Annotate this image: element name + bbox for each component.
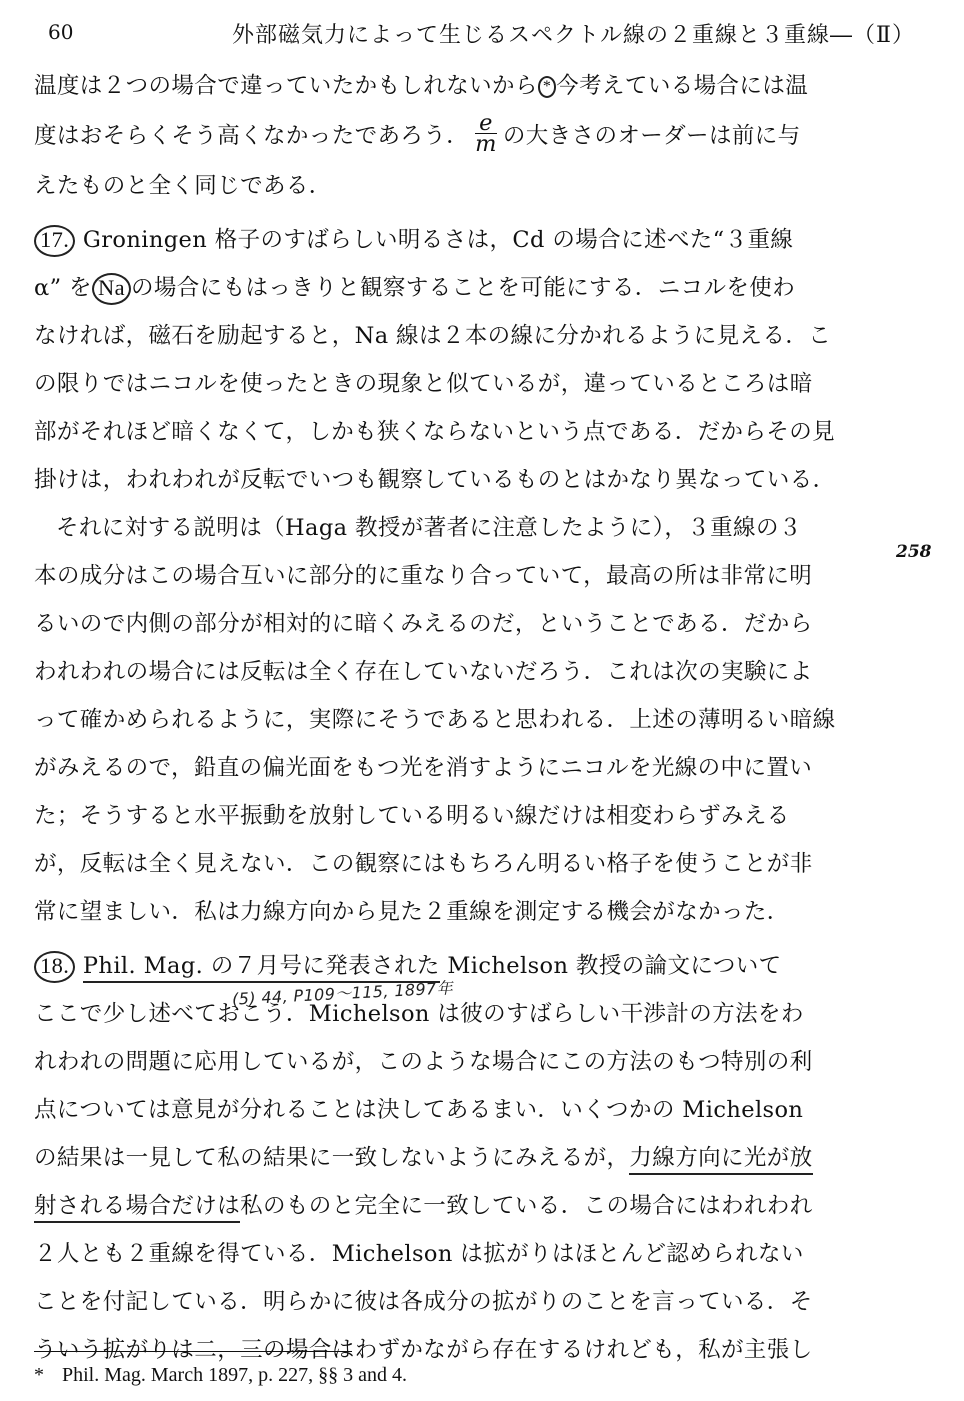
page-number: 60 — [48, 20, 74, 44]
text-line — [34, 408, 876, 456]
body-text — [34, 62, 876, 1374]
text-segment: 点については意見が分れることは決してあるまい．いくつかの Michelson — [34, 1097, 804, 1123]
text-segment: Michelson 教授の論文について — [447, 953, 782, 979]
text-line — [34, 110, 876, 162]
text-segment: 掛けは，われわれが反転でいつも観察しているものとはかなり異なっている． — [34, 467, 836, 493]
text-line — [34, 888, 876, 936]
text-line — [34, 1182, 876, 1230]
text-segment: 温度は２つの場合で違っていたかもしれないから — [34, 73, 538, 99]
text-line — [34, 456, 876, 504]
footnote-marker: * — [538, 76, 556, 98]
footnote-mark: * — [34, 1364, 44, 1386]
text-line — [34, 648, 876, 696]
text-segment: えたものと全く同じである． — [34, 173, 332, 199]
text-line — [34, 942, 876, 990]
text-segment: がみえるので，鉛直の偏光面をもつ光を消すようにニコルを光線の中に置い — [34, 755, 813, 781]
text-line — [34, 840, 876, 888]
text-segment: れわれの問題に応用しているが，このような場合にこの方法のもつ特別の利 — [34, 1049, 813, 1075]
text-line — [34, 1134, 876, 1182]
paragraph-number-18: 18. — [34, 951, 75, 983]
text-segment: ことを付記している．明らかに彼は各成分の拡がりのことを言っている．そ — [34, 1289, 813, 1315]
text-segment: ２人とも２重線を得ている．Michelson は拡がりはほとんど認められない — [34, 1241, 804, 1267]
fraction-denominator: m — [475, 130, 497, 157]
text-segment: 度はおそらくそう高くなかったであろう． — [34, 123, 470, 149]
text-segment: 部がそれほど暗くなくて，しかも狭くならないという点である．だからその見 — [34, 419, 836, 445]
circled-na-annotation: Na — [92, 273, 131, 305]
text-line — [34, 1278, 876, 1326]
paragraph-number-17: 17. — [34, 225, 75, 257]
text-segment: た；そうすると水平振動を放射している明るい線だけは相変わらずみえる — [34, 803, 790, 829]
text-segment: るいので内側の部分が相対的に暗くみえるのだ，ということである．だから — [34, 611, 813, 637]
text-segment: って確かめられるように，実際にそうであると思われる．上述の薄明るい暗線 — [34, 707, 836, 733]
text-segment: の限りではニコルを使ったときの現象と似ているが，違っているところは暗 — [34, 371, 813, 397]
text-line — [34, 312, 876, 360]
text-line — [34, 552, 876, 600]
text-line — [34, 216, 876, 264]
text-segment: 常に望ましい．私は力線方向から見た２重線を測定する機会がなかった． — [34, 899, 790, 925]
text-segment: の結果は一見して私の結果に一致しないようにみえるが， — [34, 1145, 630, 1171]
text-segment: 今考えている場合には温 — [556, 73, 809, 99]
text-segment: Groningen 格子のすばらしい明るさは，Cd の場合に述べた“３重線 — [82, 227, 794, 253]
text-segment: 本の成分はこの場合互いに部分的に重なり合っていて，最高の所は非常に明 — [34, 563, 813, 589]
text-line — [34, 162, 876, 210]
text-line — [34, 504, 876, 552]
text-segment: が，反転は全く見えない．この観察にはもちろん明るい格子を使うことが非 — [34, 851, 813, 877]
text-line — [34, 1230, 876, 1278]
footnote-text: Phil. Mag. March 1897, p. 227, §§ 3 and 4. — [62, 1364, 407, 1386]
text-line — [34, 264, 876, 312]
fraction-numerator: e — [475, 113, 497, 134]
footnote — [34, 1364, 407, 1387]
text-segment: われわれの場合には反転は全く存在していないだろう．これは次の実験によ — [34, 659, 813, 685]
text-segment: ういう拡がりは二，三の場合はわずかながら存在するけれども，私が主張し — [34, 1337, 813, 1363]
e-over-m-fraction — [475, 109, 497, 157]
text-line — [34, 360, 876, 408]
handwritten-citation-note: (5) 44, P109～115, 1897年 — [231, 978, 454, 1009]
text-segment: α” を — [34, 275, 92, 301]
text-line — [34, 600, 876, 648]
text-segment: なければ，磁石を励起すると，Na 線は２本の線に分かれるように見える．こ — [34, 323, 832, 349]
text-line — [34, 792, 876, 840]
text-line — [34, 978, 876, 1038]
text-line — [34, 1086, 876, 1134]
text-segment: 私のものと完全に一致している．この場合にはわれわれ — [240, 1193, 813, 1219]
text-line — [34, 1038, 876, 1086]
text-line — [34, 696, 876, 744]
text-segment: の大きさのオーダーは前に与 — [502, 123, 801, 149]
text-segment: それに対する説明は（Haga 教授が著者に注意したように），３重線の３ — [56, 515, 802, 541]
text-segment: ここで少し述べておこう．Michelson は彼のすばらしい干渉計の方法をわ — [34, 1001, 804, 1027]
margin-page-reference: 258 — [896, 542, 932, 562]
text-segment: の場合にもはっきりと観察することを可能にする．ニコルを使わ — [131, 275, 796, 301]
text-line — [34, 62, 876, 110]
underlined-phrase: 力線方向に光が放 — [629, 1145, 812, 1175]
running-header: 外部磁気力によって生じるスペクトル線の２重線と３重線―（Ⅱ） — [232, 23, 915, 48]
underlined-phrase: 射される場合だけは — [34, 1193, 240, 1223]
underlined-citation: Phil. Mag. の７月号に発表された — [83, 953, 440, 983]
text-line — [34, 744, 876, 792]
footnote-divider — [34, 1351, 352, 1352]
